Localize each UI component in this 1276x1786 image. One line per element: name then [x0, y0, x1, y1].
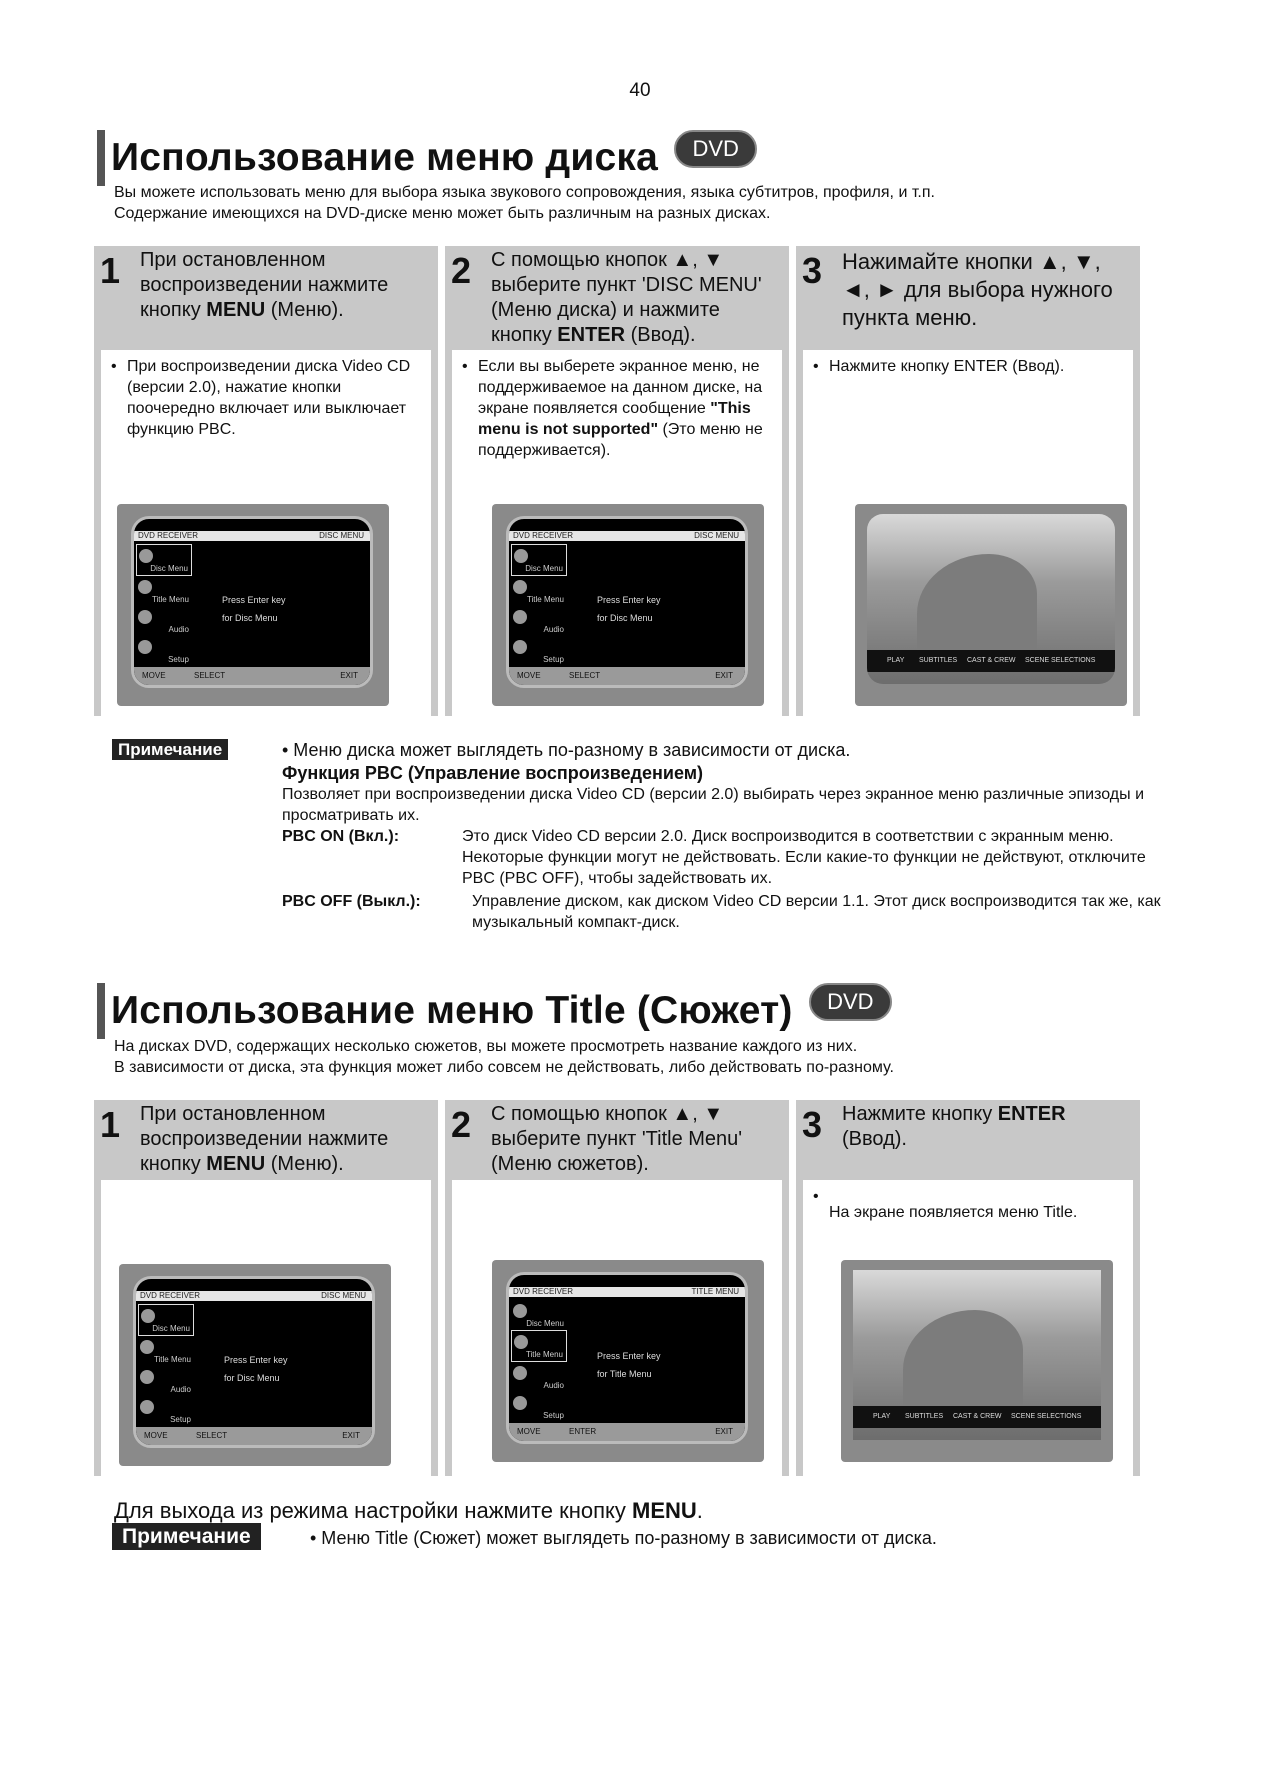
step-instruction: С помощью кнопок ▲, ▼ выберите пункт 'Title Menu' (Меню сюжетов).	[491, 1103, 743, 1175]
step-note: • При воспроизведении диска Video CD (версии 2.0), нажатие кнопки поочередно включает или выключает функцию PBC.	[101, 350, 431, 440]
step-instruction: Нажимайте кнопки ▲, ▼, ◄, ► для выбора нужного пункта меню.	[842, 249, 1113, 330]
intro-line: На дисках DVD, содержащих несколько сюжетов, вы можете просмотреть название каждого из них.	[114, 1038, 858, 1055]
osd-item-label: Setup	[543, 1411, 564, 1420]
pbc-off-row	[282, 891, 1182, 933]
step-note	[452, 350, 782, 461]
osd-message	[222, 591, 286, 627]
osd-menu-name: DISC MENU	[694, 531, 739, 540]
osd-item-label: Title Menu	[526, 595, 564, 604]
osd-message-line: for Title Menu	[597, 1369, 652, 1379]
bar-cast: CAST & CREW	[953, 1413, 1002, 1420]
bar-scene: SCENE SELECTIONS	[1011, 1413, 1082, 1420]
osd-header	[136, 1291, 372, 1301]
exit-text: Для выхода из режима настройки нажмите кнопку	[114, 1498, 632, 1523]
disc-icon	[141, 1309, 155, 1323]
osd-item-label: Title Menu	[525, 1350, 563, 1359]
exit-instruction	[114, 1498, 703, 1524]
osd-message	[597, 591, 661, 627]
osd-item-title	[511, 576, 567, 606]
osd-screen	[131, 516, 373, 688]
osd-item-audio	[511, 1362, 567, 1392]
step-instruction	[94, 1100, 438, 1183]
disc-icon	[139, 549, 153, 563]
note-line: • Меню диска может выглядеть по-разному в зависимости от диска.	[282, 740, 851, 760]
step-instruction	[445, 246, 789, 354]
note-box-1	[112, 740, 228, 760]
dolphin-photo	[867, 514, 1115, 684]
instruction-key: MENU	[206, 1153, 266, 1175]
page-number: 40	[629, 80, 651, 101]
disc-menu-bar	[853, 1406, 1101, 1428]
osd-message-line: for Disc Menu	[224, 1373, 280, 1383]
gear-icon	[140, 1400, 154, 1414]
osd-item-title	[138, 1336, 194, 1366]
osd-receiver: DVD RECEIVER	[138, 531, 199, 540]
osd-footer	[134, 667, 370, 685]
osd-item-disc	[136, 544, 192, 576]
exit-text: .	[696, 1498, 703, 1523]
osd-sidebar	[511, 544, 567, 666]
osd-menu-name: TITLE MENU	[691, 1287, 739, 1296]
osd-foot-select: SELECT	[569, 671, 601, 680]
dolphin-photo	[853, 1270, 1101, 1440]
osd-header	[509, 531, 745, 541]
step-header	[796, 246, 1140, 350]
bar-play: PLAY	[887, 657, 905, 664]
osd-item-label: Disc Menu	[526, 1319, 564, 1328]
dvd-badge: DVD	[674, 130, 756, 168]
step-header	[796, 1100, 1140, 1180]
section-title: Использование меню диска	[111, 136, 658, 179]
step-body	[94, 1180, 438, 1476]
note-label: Примечание	[112, 739, 228, 760]
gear-icon	[513, 1396, 527, 1410]
section-intro	[114, 1036, 1114, 1078]
instruction-key: ENTER	[557, 324, 626, 346]
instruction-text: Нажмите кнопку	[842, 1103, 998, 1125]
instruction-text: При остановленном воспроизведении нажмите кнопку	[140, 249, 389, 321]
osd-sidebar	[138, 1304, 194, 1426]
osd-foot-move: MOVE	[142, 671, 166, 680]
osd-item-label: Setup	[168, 655, 189, 664]
step-header	[94, 1100, 438, 1180]
osd-foot-exit: EXIT	[715, 671, 733, 680]
step-1	[94, 246, 438, 716]
note-text: Если вы выберете экранное меню, не поддерживаемое на данном диске, на экране появляется сообщение	[478, 358, 763, 417]
step-number: 1	[100, 1104, 121, 1145]
speaker-icon	[140, 1370, 154, 1384]
osd-item-label: Setup	[543, 655, 564, 664]
osd-item-label: Audio	[543, 625, 564, 634]
osd-menu-name: DISC MENU	[319, 531, 364, 540]
pbc-on-key: PBC ON (Вкл.):	[282, 828, 400, 845]
osd-foot-enter: ENTER	[569, 1427, 597, 1436]
osd-item-setup	[138, 1396, 194, 1426]
title-icon	[513, 580, 527, 594]
osd-foot-move: MOVE	[144, 1431, 168, 1440]
osd-foot-select: SELECT	[194, 671, 226, 680]
note-message: "This menu is not supported"	[478, 400, 751, 438]
osd-item-label: Disc Menu	[525, 564, 563, 573]
osd-message-line: Press Enter key	[597, 595, 661, 605]
step-1	[94, 1100, 438, 1476]
osd-menu-name: DISC MENU	[321, 1291, 366, 1300]
speaker-icon	[138, 610, 152, 624]
osd-item-title	[136, 576, 192, 606]
osd-item-label: Title Menu	[151, 595, 189, 604]
section-disc-menu-heading	[97, 130, 757, 186]
exit-key: MENU	[632, 1498, 697, 1523]
intro-line: Содержание имеющихся на DVD-диске меню может быть различным на разных дисках.	[114, 205, 771, 222]
section-intro	[114, 182, 1114, 224]
step-header	[445, 1100, 789, 1180]
osd-message	[224, 1351, 288, 1387]
step-number: 2	[451, 250, 472, 291]
steps-title-menu	[94, 1100, 1182, 1476]
osd-receiver: DVD RECEIVER	[513, 531, 574, 540]
title-icon	[138, 580, 152, 594]
title-icon	[140, 1340, 154, 1354]
step-note: • На экране появляется меню Title.	[803, 1180, 1133, 1223]
osd-item-audio	[136, 606, 192, 636]
step-2	[445, 246, 789, 716]
osd-item-label: Audio	[168, 625, 189, 634]
gear-icon	[513, 640, 527, 654]
bar-play: PLAY	[873, 1413, 891, 1420]
step-number: 3	[802, 250, 823, 291]
intro-line: В зависимости от диска, эта функция может либо совсем не действовать, либо действовать по-разному.	[114, 1059, 894, 1076]
note-label: Примечание	[112, 1523, 261, 1550]
pbc-on-row	[282, 826, 1182, 889]
osd-screen	[506, 516, 748, 688]
osd-item-audio	[138, 1366, 194, 1396]
osd-item-label: Setup	[170, 1415, 191, 1424]
osd-item-label: Disc Menu	[150, 564, 188, 573]
pbc-off-value: Управление диском, как диском Video CD версии 1.1. Этот диск воспроизводится так же, как музыкальный компакт-диск.	[472, 893, 1161, 931]
tv-screen-disc-menu	[117, 504, 389, 706]
speaker-icon	[513, 1366, 527, 1380]
note-text: • Меню Title (Сюжет) может выглядеть по-разному в зависимости от диска.	[310, 1528, 937, 1548]
title-icon	[514, 1335, 528, 1349]
section-title-menu-heading	[97, 983, 892, 1039]
osd-foot-move: MOVE	[517, 671, 541, 680]
osd-footer	[136, 1427, 372, 1445]
osd-header	[509, 1287, 745, 1297]
instruction-text: (Меню).	[265, 1153, 344, 1175]
osd-item-disc	[511, 1300, 567, 1330]
osd-header	[134, 531, 370, 541]
note-content-1	[282, 740, 1182, 933]
instruction-text: (Меню).	[265, 299, 344, 321]
intro-line: Вы можете использовать меню для выбора языка звукового сопровождения, языка субтитров, профиля, и т.п.	[114, 184, 935, 201]
step-header	[445, 246, 789, 350]
tv-screen-disc-menu	[119, 1264, 391, 1466]
osd-item-setup	[511, 1392, 567, 1422]
osd-item-disc	[138, 1304, 194, 1336]
tv-screen-dolphin	[855, 504, 1127, 706]
step-body	[445, 1180, 789, 1476]
gear-icon	[138, 640, 152, 654]
step-3	[796, 246, 1140, 716]
osd-screen	[506, 1272, 748, 1444]
step-body	[445, 350, 789, 716]
osd-item-audio	[511, 606, 567, 636]
dolphin-shape	[903, 1310, 1023, 1410]
tv-screen-dolphin	[841, 1260, 1113, 1462]
osd-message-line: Press Enter key	[224, 1355, 288, 1365]
osd-item-label: Title Menu	[153, 1355, 191, 1364]
pbc-on-value: Это диск Video CD версии 2.0. Диск воспроизводится в соответствии с экранным меню. Некоторые функции могут не действовать. Если какие-то функции не действуют, отключите PBC (PBC OFF), чтобы задействовать их.	[462, 828, 1146, 887]
dvd-badge: DVD	[809, 983, 891, 1021]
disc-icon	[513, 1304, 527, 1318]
bar-subtitles: SUBTITLES	[919, 657, 958, 664]
step-number: 2	[451, 1104, 472, 1145]
osd-sidebar	[136, 544, 192, 666]
steps-disc-menu	[94, 246, 1182, 716]
dolphin-shape	[917, 554, 1037, 654]
osd-footer	[509, 667, 745, 685]
bar-subtitles: SUBTITLES	[905, 1413, 944, 1420]
osd-foot-select: SELECT	[196, 1431, 228, 1440]
step-body	[94, 350, 438, 716]
osd-message-line: for Disc Menu	[597, 613, 653, 623]
step-body	[796, 350, 1140, 716]
instruction-text: При остановленном воспроизведении нажмите кнопку	[140, 1103, 389, 1175]
osd-message-line: Press Enter key	[222, 595, 286, 605]
osd-sidebar	[511, 1300, 567, 1422]
osd-screen	[133, 1276, 375, 1448]
osd-item-setup	[511, 636, 567, 666]
osd-receiver: DVD RECEIVER	[140, 1291, 201, 1300]
instruction-text: (Ввод).	[842, 1128, 907, 1150]
note-box-2	[112, 1525, 261, 1549]
osd-item-setup	[136, 636, 192, 666]
osd-item-title	[511, 1330, 567, 1362]
instruction-text: С помощью кнопок ▲, ▼ выберите пункт 'DISC MENU' (Меню диска) и нажмите кнопку	[491, 249, 762, 346]
step-number: 3	[802, 1104, 823, 1145]
bar-cast: CAST & CREW	[967, 657, 1016, 664]
step-body	[796, 1180, 1140, 1476]
pbc-description: Позволяет при воспроизведении диска Video CD (версии 2.0) выбирать через экранное меню различные эпизоды и просматривать их.	[282, 786, 1145, 824]
osd-message	[597, 1347, 661, 1383]
bar-scene: SCENE SELECTIONS	[1025, 657, 1096, 664]
osd-foot-exit: EXIT	[340, 671, 358, 680]
osd-item-label: Disc Menu	[152, 1324, 190, 1333]
step-note: • Нажмите кнопку ENTER (Ввод).	[803, 350, 1133, 377]
disc-icon	[514, 549, 528, 563]
osd-foot-exit: EXIT	[342, 1431, 360, 1440]
osd-receiver: DVD RECEIVER	[513, 1287, 574, 1296]
step-instruction	[796, 1100, 1140, 1158]
section-title: Использование меню Title (Сюжет)	[111, 989, 793, 1032]
disc-menu-bar	[867, 650, 1115, 672]
osd-foot-exit: EXIT	[715, 1427, 733, 1436]
osd-foot-move: MOVE	[517, 1427, 541, 1436]
step-instruction	[94, 246, 438, 329]
osd-item-label: Audio	[543, 1381, 564, 1390]
osd-item-disc	[511, 544, 567, 576]
step-number: 1	[100, 250, 121, 291]
step-header	[94, 246, 438, 350]
speaker-icon	[513, 610, 527, 624]
osd-message-line: for Disc Menu	[222, 613, 278, 623]
instruction-key: ENTER	[997, 1103, 1066, 1125]
note-text: (Это меню не поддерживается).	[478, 421, 763, 459]
osd-item-label: Audio	[170, 1385, 191, 1394]
tv-screen-disc-menu	[492, 504, 764, 706]
instruction-text: (Ввод).	[625, 324, 696, 346]
osd-footer	[509, 1423, 745, 1441]
instruction-key: MENU	[206, 299, 266, 321]
step-3	[796, 1100, 1140, 1476]
pbc-off-key: PBC OFF (Выкл.):	[282, 893, 421, 910]
tv-screen-title-menu	[492, 1260, 764, 1462]
pbc-title: Функция PBC (Управление воспроизведением)	[282, 763, 704, 783]
osd-message-line: Press Enter key	[597, 1351, 661, 1361]
step-2	[445, 1100, 789, 1476]
